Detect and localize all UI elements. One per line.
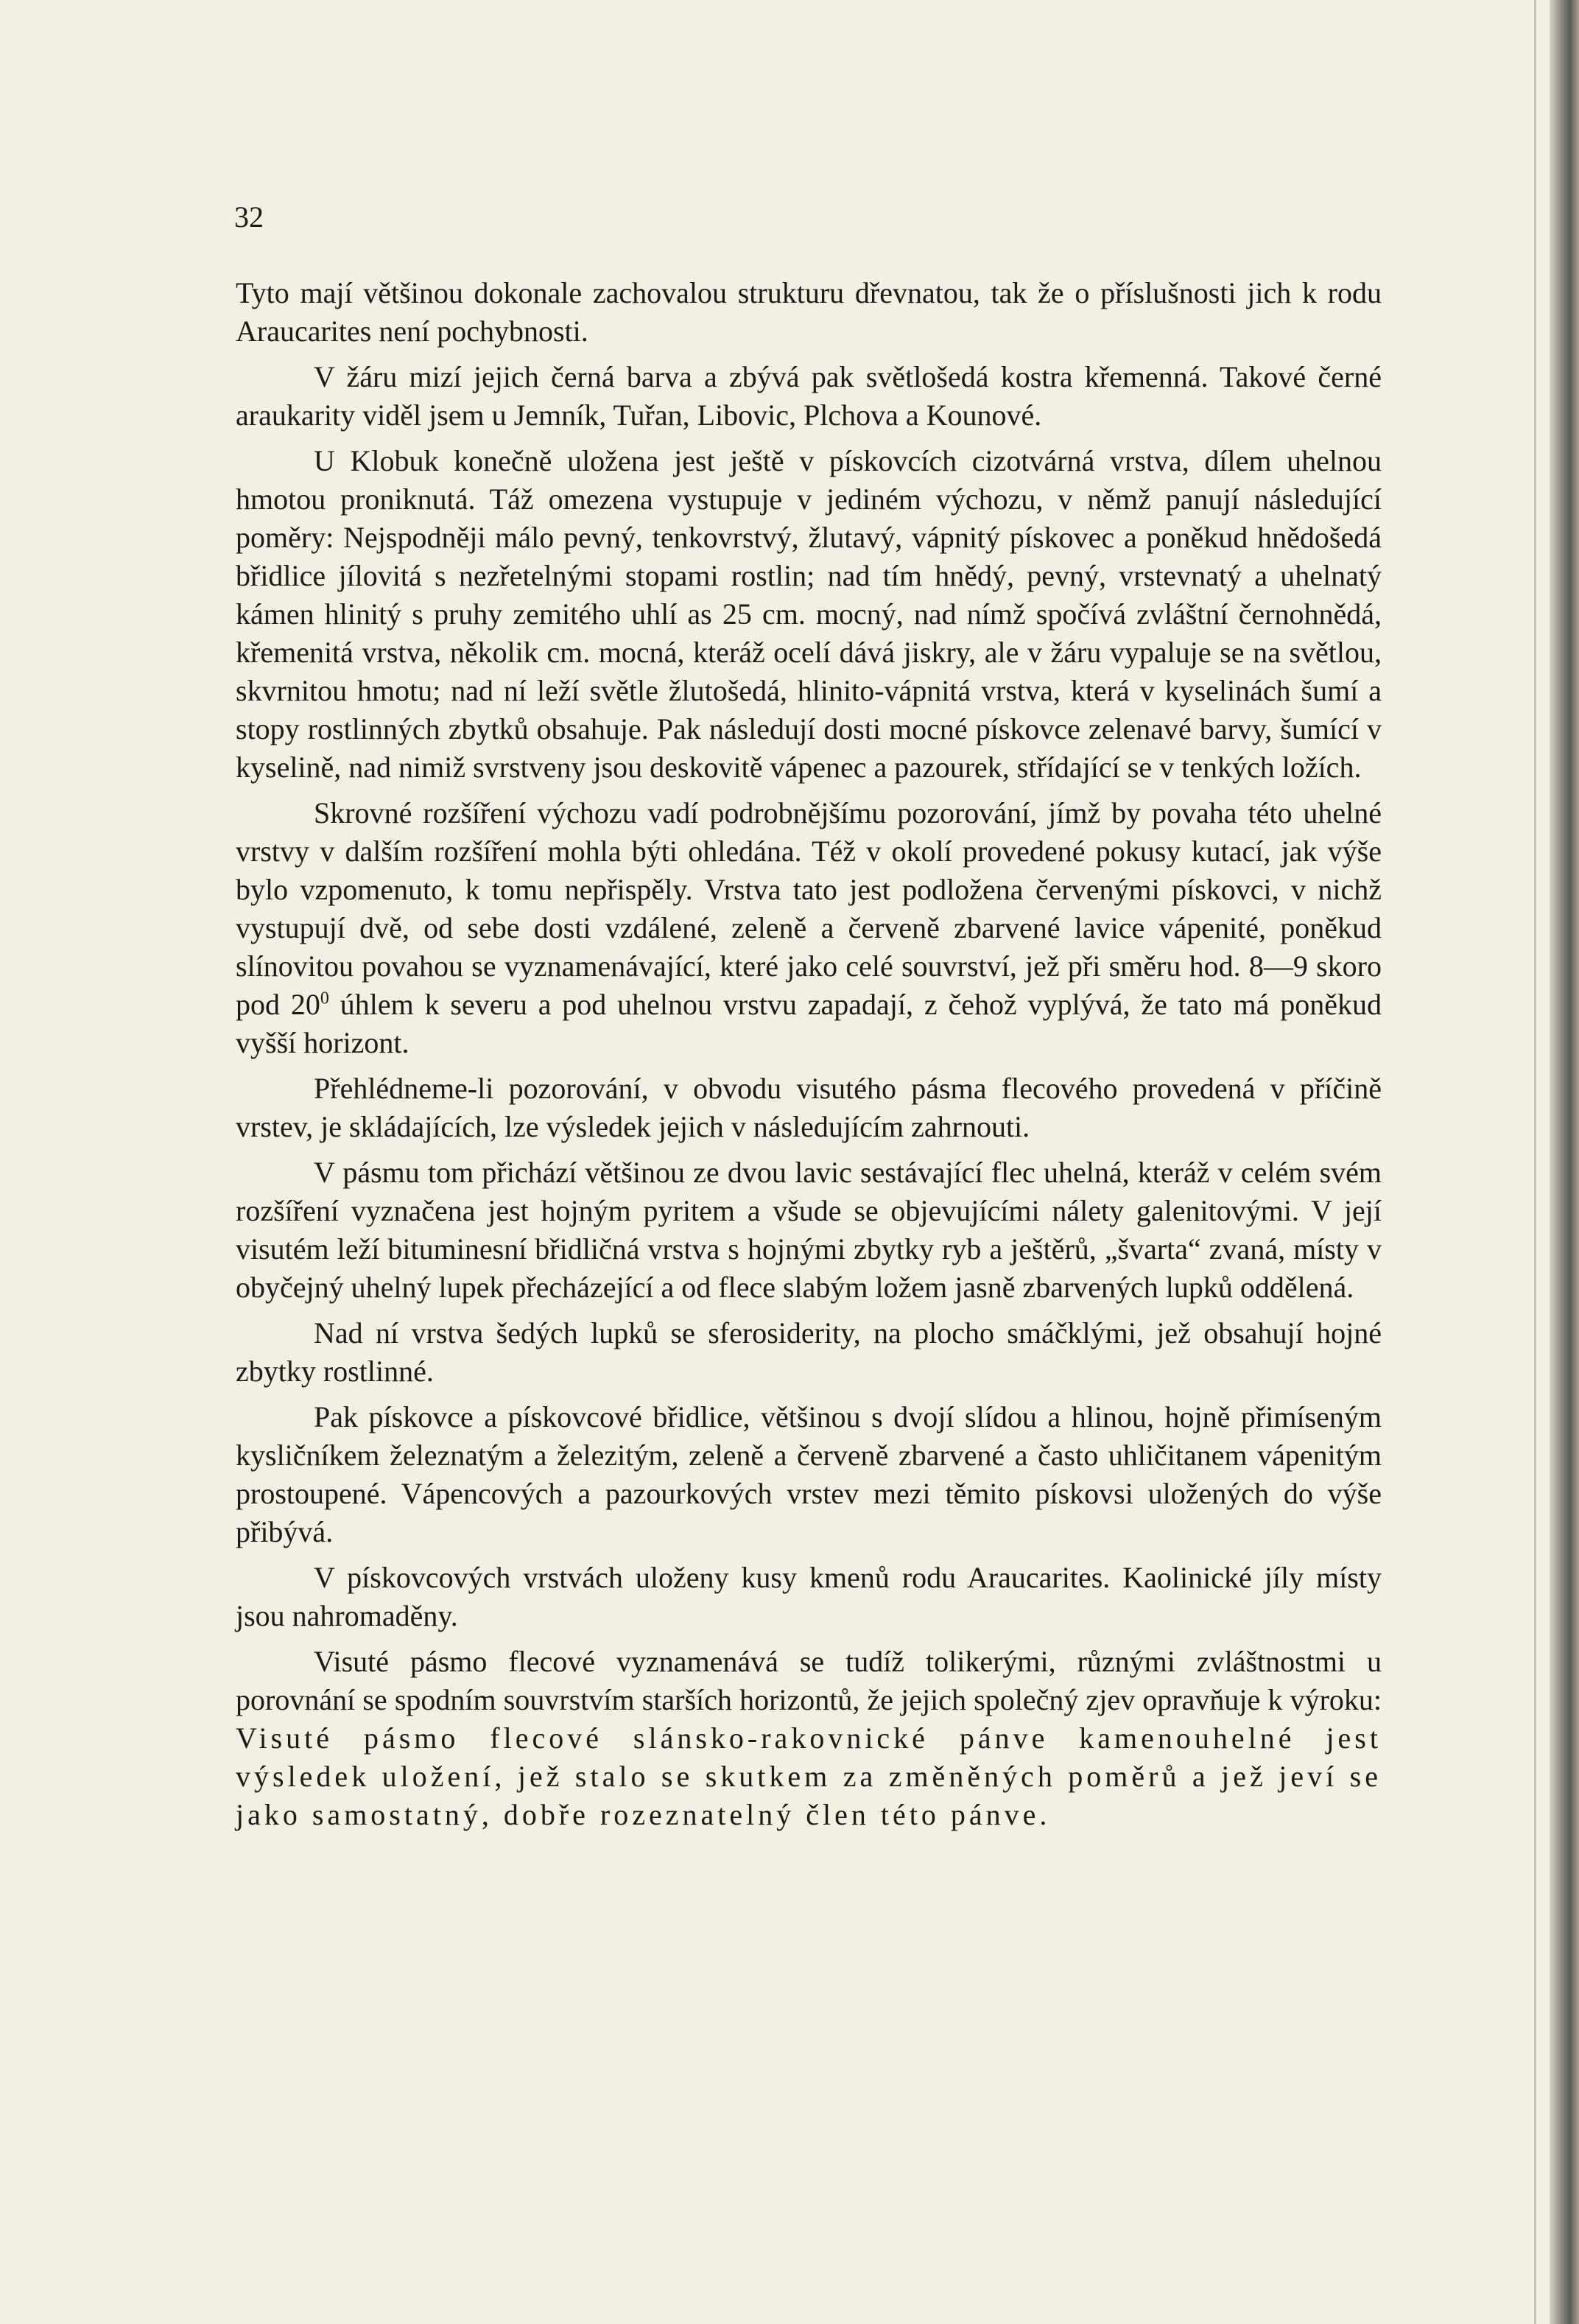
page-fold-line — [1534, 0, 1536, 2324]
paragraph-6: V pásmu tom přichází většinou ze dvou lavic sestávající flec uhelná, kteráž v celém svém rozšíření vyznačena jest hojným pyritem a všude se objevujícími nálety galenitovými. V její visutém leží bituminesní břidličná vrstva s hojnými zbytky ryb a ještěrů, „švarta“ zvaná, místy v obyčejný uhelný lupek přecházející a od flece slabým ložem jasně zbarvených lupků oddělená. — [236, 1156, 1382, 1304]
paragraph-2: V žáru mizí jejich černá barva a zbývá pak světlošedá kostra křemenná. Takové černé araukarity viděl jsem u Jemník, Tuřan, Libovic, Plchova a Kounové. — [236, 360, 1382, 432]
paragraph-4-part-1: Skrovné rozšíření výchozu vadí podrobnějšímu pozorování, jímž by povaha této uhelné vrstvy v dalším rozšíření mohla býti ohledána. Též v okolí provedené pokusy kutací, jak výše bylo vzpomenuto, k tomu nepřispěly. Vrstva tato jest podložena červenými pískovci, v nichž vystupují dvě, od sebe dosti vzdálené, zeleně a červeně zbarvené lavice vápenité, poněkud slínovitou povahou se vyznamenávající, které jako celé souvrství, jež při směru hod. 8—9 skoro pod 20 — [236, 796, 1382, 1021]
paragraph-4 — [236, 794, 1382, 1062]
page-number: 32 — [234, 200, 264, 234]
paragraph-10-spaced-conclusion: Visuté pásmo flecové slánsko-rakovnické pánve kamenouhelné jest výsledek uložení, jež stalo se skutkem za změněných poměrů a jež jeví se jako samostatný, dobře rozeznatelný člen této pánve. — [236, 1721, 1382, 1831]
paragraph-5: Přehlédneme-li pozorování, v obvodu visutého pásma flecového provedená v příčině vrstev, je skládajících, lze výsledek jejich v následujícím zahrnouti. — [236, 1072, 1382, 1143]
paragraph-8: Pak pískovce a pískovcové břidlice, většinou s dvojí slídou a hlinou, hojně přimíseným kysličníkem železnatým a železitým, zeleně a červeně zbarvené a často uhličitanem vápenitým prostoupené. Vápencových a pazourkových vrstev mezi těmito pískovsi uložených do výše přibývá. — [236, 1400, 1382, 1548]
paragraph-10-normal: Visuté pásmo flecové vyznamenává se tudíž tolikerými, různými zvláštnostmi u porovnání se spodním souvrstvím starších horizontů, že jejich společný zjev opravňuje k výroku: — [236, 1645, 1382, 1716]
paragraph-9: V pískovcových vrstvách uloženy kusy kmenů rodu Araucarites. Kaolinické jíly místy jsou nahromaděny. — [236, 1561, 1382, 1632]
degree-superscript: 0 — [320, 989, 329, 1008]
book-binding-edge — [1550, 0, 1579, 2324]
paragraph-4-part-2: úhlem k severu a pod uhelnou vrstvu zapadají, z čehož vyplývá, že tato má poněkud vyšší horizont. — [236, 988, 1382, 1059]
paragraph-10 — [236, 1643, 1382, 1834]
paragraph-3: U Klobuk konečně uložena jest ještě v pískovcích cizotvárná vrstva, dílem uhelnou hmotou proniknutá. Táž omezena vystupuje v jediném výchozu, v němž panují následující poměry: Nejspodněji málo pevný, tenkovrstvý, žlutavý, vápnitý pískovec a poněkud hnědošedá břidlice jílovitá s nezřetelnými stopami rostlin; nad tím hnědý, pevný, vrstevnatý a uhelnatý kámen hlinitý s pruhy zemitého uhlí as 25 cm. mocný, nad nímž spočívá zvláštní černohnědá, křemenitá vrstva, několik cm. mocná, kteráž ocelí dává jiskry, ale v žáru vypaluje se na světlou, skvrnitou hmotu; nad ní leží světle žlutošedá, hlinito-vápnitá vrstva, která v kyselinách šumí a stopy rostlinných zbytků obsahuje. Pak následují dosti mocné pískovce zelenavé barvy, šumící v kyselině, nad nimiž svrstveny jsou deskovitě vápenec a pazourek, střídající se v tenkých ložích. — [236, 444, 1382, 784]
paragraph-7: Nad ní vrstva šedých lupků se sferosiderity, na plocho smáčklými, jež obsahují hojné zbytky rostlinné. — [236, 1316, 1382, 1388]
body-text — [236, 274, 1382, 1842]
paragraph-1: Tyto mají většinou dokonale zachovalou strukturu dřevnatou, tak že o příslušnosti jich k rodu Araucarites není pochybnosti. — [236, 276, 1382, 348]
